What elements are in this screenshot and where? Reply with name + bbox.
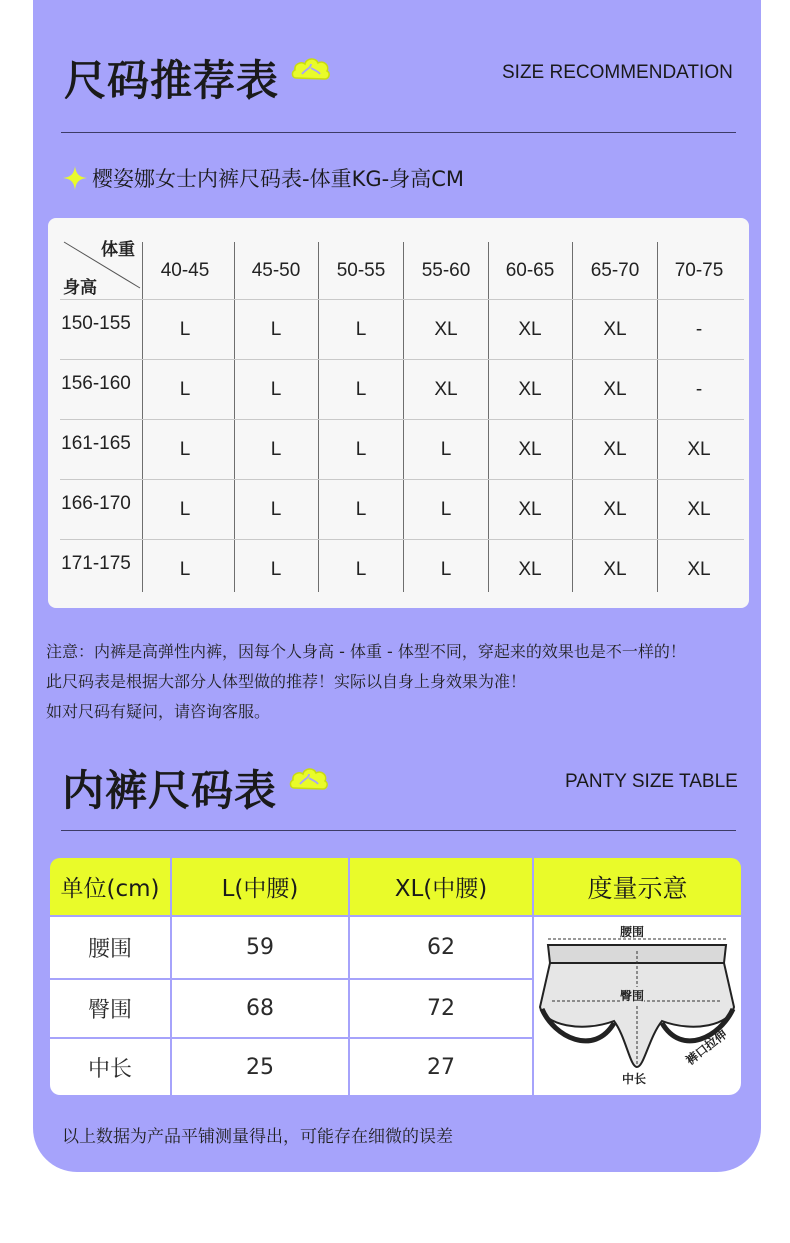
section1-title-en: SIZE RECOMMENDATION — [502, 62, 733, 83]
section2-title-en: PANTY SIZE TABLE — [565, 771, 738, 792]
size-cell: XL — [518, 499, 542, 520]
note-line: 如对尺码有疑问，请咨询客服。 — [46, 702, 271, 721]
section1-subtitle: 樱姿娜女士内裤尺码表-体重KG-身高CM — [92, 167, 464, 191]
row-label-length: 中长 — [50, 1039, 170, 1095]
size-cell: L — [179, 379, 191, 400]
size-cell: L — [270, 319, 282, 340]
row-label-waist: 腰围 — [50, 917, 170, 978]
corner-height-label: 身高 — [63, 277, 97, 297]
height-row-label: 150-155 — [61, 313, 131, 334]
sparkle-icon — [62, 165, 88, 191]
weight-header: 45-50 — [251, 260, 301, 281]
row-label-hip: 臀围 — [50, 980, 170, 1037]
size-cell: L — [440, 499, 452, 520]
length-xl-value: 27 — [350, 1039, 532, 1095]
size-cell: L — [270, 379, 282, 400]
size-cell: L — [270, 499, 282, 520]
size-cell: XL — [434, 379, 458, 400]
section2-title: 内裤尺码表 — [62, 766, 278, 815]
size-cell: L — [355, 499, 367, 520]
height-row-label: 166-170 — [61, 493, 131, 514]
size-cell: L — [355, 379, 367, 400]
size-cell: XL — [603, 499, 627, 520]
size-cell: XL — [687, 499, 711, 520]
hip-l-value: 68 — [172, 980, 348, 1037]
size-cell: L — [179, 499, 191, 520]
size-cell: XL — [434, 319, 458, 340]
size-cell: XL — [603, 319, 627, 340]
divider — [61, 830, 736, 831]
weight-header: 70-75 — [674, 260, 724, 281]
size-cell: XL — [603, 379, 627, 400]
size-cell: XL — [518, 439, 542, 460]
size-cell: L — [179, 559, 191, 580]
size-cell: XL — [518, 319, 542, 340]
note-line: 注意：内裤是高弹性内裤，因每个人身高 - 体重 - 体型不同，穿起来的效果也是不一样的！ — [46, 642, 686, 661]
size-recommendation-table — [48, 218, 749, 608]
size-cell: L — [179, 319, 191, 340]
size-cell: - — [695, 319, 703, 340]
size-cell: L — [440, 439, 452, 460]
divider — [61, 132, 736, 133]
size-cell: - — [695, 379, 703, 400]
size-cell: L — [355, 559, 367, 580]
diagram-label-leg-stretch: 裤口拉伸 — [683, 1027, 730, 1068]
section1-title: 尺码推荐表 — [64, 56, 280, 105]
panty-illustration — [534, 917, 741, 1095]
footer-disclaimer: 以上数据为产品平铺测量得出，可能存在细微的误差 — [62, 1127, 453, 1147]
waist-xl-value: 62 — [350, 917, 532, 978]
size-cell: L — [355, 319, 367, 340]
size-cell: XL — [603, 439, 627, 460]
corner-weight-label: 体重 — [101, 239, 135, 259]
diagram-label-hip: 臀围 — [620, 989, 645, 1003]
cloud-icon — [290, 52, 332, 88]
header-unit: 单位(cm) — [50, 858, 170, 915]
size-cell: L — [270, 559, 282, 580]
height-row-label: 171-175 — [61, 553, 131, 574]
weight-header: 60-65 — [505, 260, 555, 281]
note-line: 此尺码表是根据大部分人体型做的推荐！实际以自身上身效果为准！ — [46, 672, 527, 691]
weight-header: 65-70 — [590, 260, 640, 281]
size-cell: L — [440, 559, 452, 580]
waist-l-value: 59 — [172, 917, 348, 978]
height-row-label: 161-165 — [61, 433, 131, 454]
hip-xl-value: 72 — [350, 980, 532, 1037]
length-l-value: 25 — [172, 1039, 348, 1095]
size-cell: XL — [687, 439, 711, 460]
weight-header: 55-60 — [421, 260, 471, 281]
size-cell: L — [270, 439, 282, 460]
size-cell: L — [355, 439, 367, 460]
weight-header: 40-45 — [160, 260, 210, 281]
size-cell: XL — [518, 379, 542, 400]
size-cell: XL — [687, 559, 711, 580]
header-size-xl: XL(中腰) — [350, 858, 532, 915]
diagram-label-waist: 腰围 — [620, 925, 645, 939]
cloud-icon — [288, 762, 330, 798]
diagram-label-length: 中长 — [622, 1072, 647, 1086]
measurement-diagram — [534, 917, 741, 1095]
header-measure-diagram: 度量示意 — [534, 858, 741, 915]
size-cell: XL — [518, 559, 542, 580]
size-cell: L — [179, 439, 191, 460]
header-size-l: L(中腰) — [172, 858, 348, 915]
height-row-label: 156-160 — [61, 373, 131, 394]
weight-header: 50-55 — [336, 260, 386, 281]
size-cell: XL — [603, 559, 627, 580]
